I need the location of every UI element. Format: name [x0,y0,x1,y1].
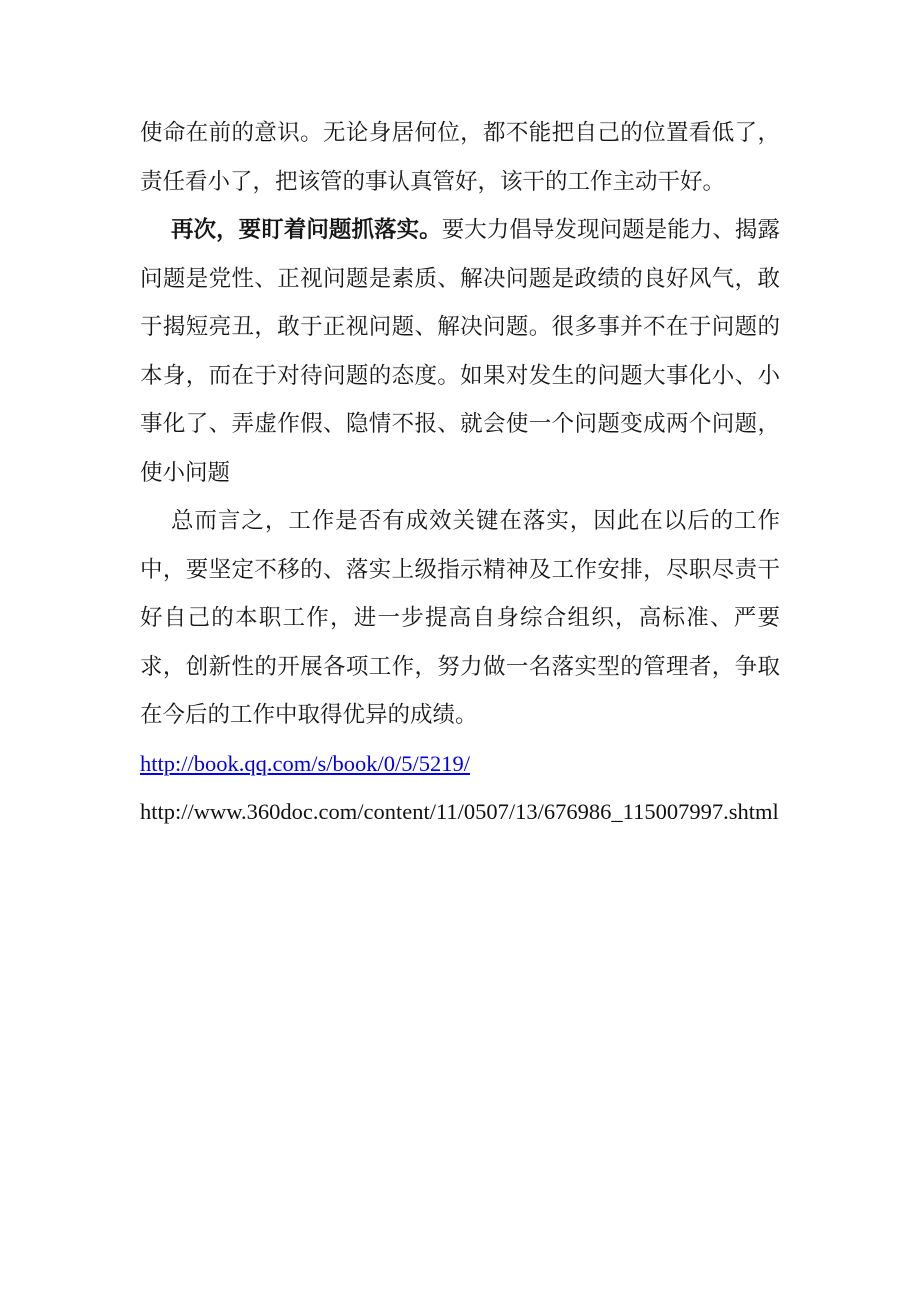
paragraph-text: 要大力倡导发现问题是能力、揭露问题是党性、正视问题是素质、解决问题是政绩的良好风气，敢于揭短亮丑，敢于正视问题、解决问题。很多事并不在于问题的本身，而在于对待问题的态度。如果对发生的问题大事化小、小事化了、弄虚作假、隐情不报、就会使一个问题变成两个问题，使小问题 [140,217,780,485]
paragraph-text: 使命在前的意识。无论身居何位，都不能把自己的位置看低了，责任看小了，把该管的事认真管好，该干的工作主动干好。 [140,120,780,194]
paragraph-text: 总而言之，工作是否有成效关键在落实，因此在以后的工作中，要坚定不移的、落实上级指示精神及工作安排，尽职尽责干好自己的本职工作，进一步提高自身综合组织，高标准、严要求，创新性的开展各项工作，努力做一名落实型的管理者，争取在今后的工作中取得优异的成绩。 [140,508,780,727]
paragraph-problems [140,206,780,497]
hyperlink-book-qq[interactable]: http://book.qq.com/s/book/0/5/5219/ [140,750,471,776]
paragraph-continuation [140,109,780,206]
paragraph-summary [140,497,780,740]
url-text-360doc: http://www.360doc.com/content/11/0507/13/676986_115007997.shtml [140,799,779,824]
plain-url-line [140,788,780,837]
hyperlink-line [140,740,780,789]
document-body [140,109,780,837]
paragraph-bold-lead: 再次，要盯着问题抓落实。 [171,217,442,242]
